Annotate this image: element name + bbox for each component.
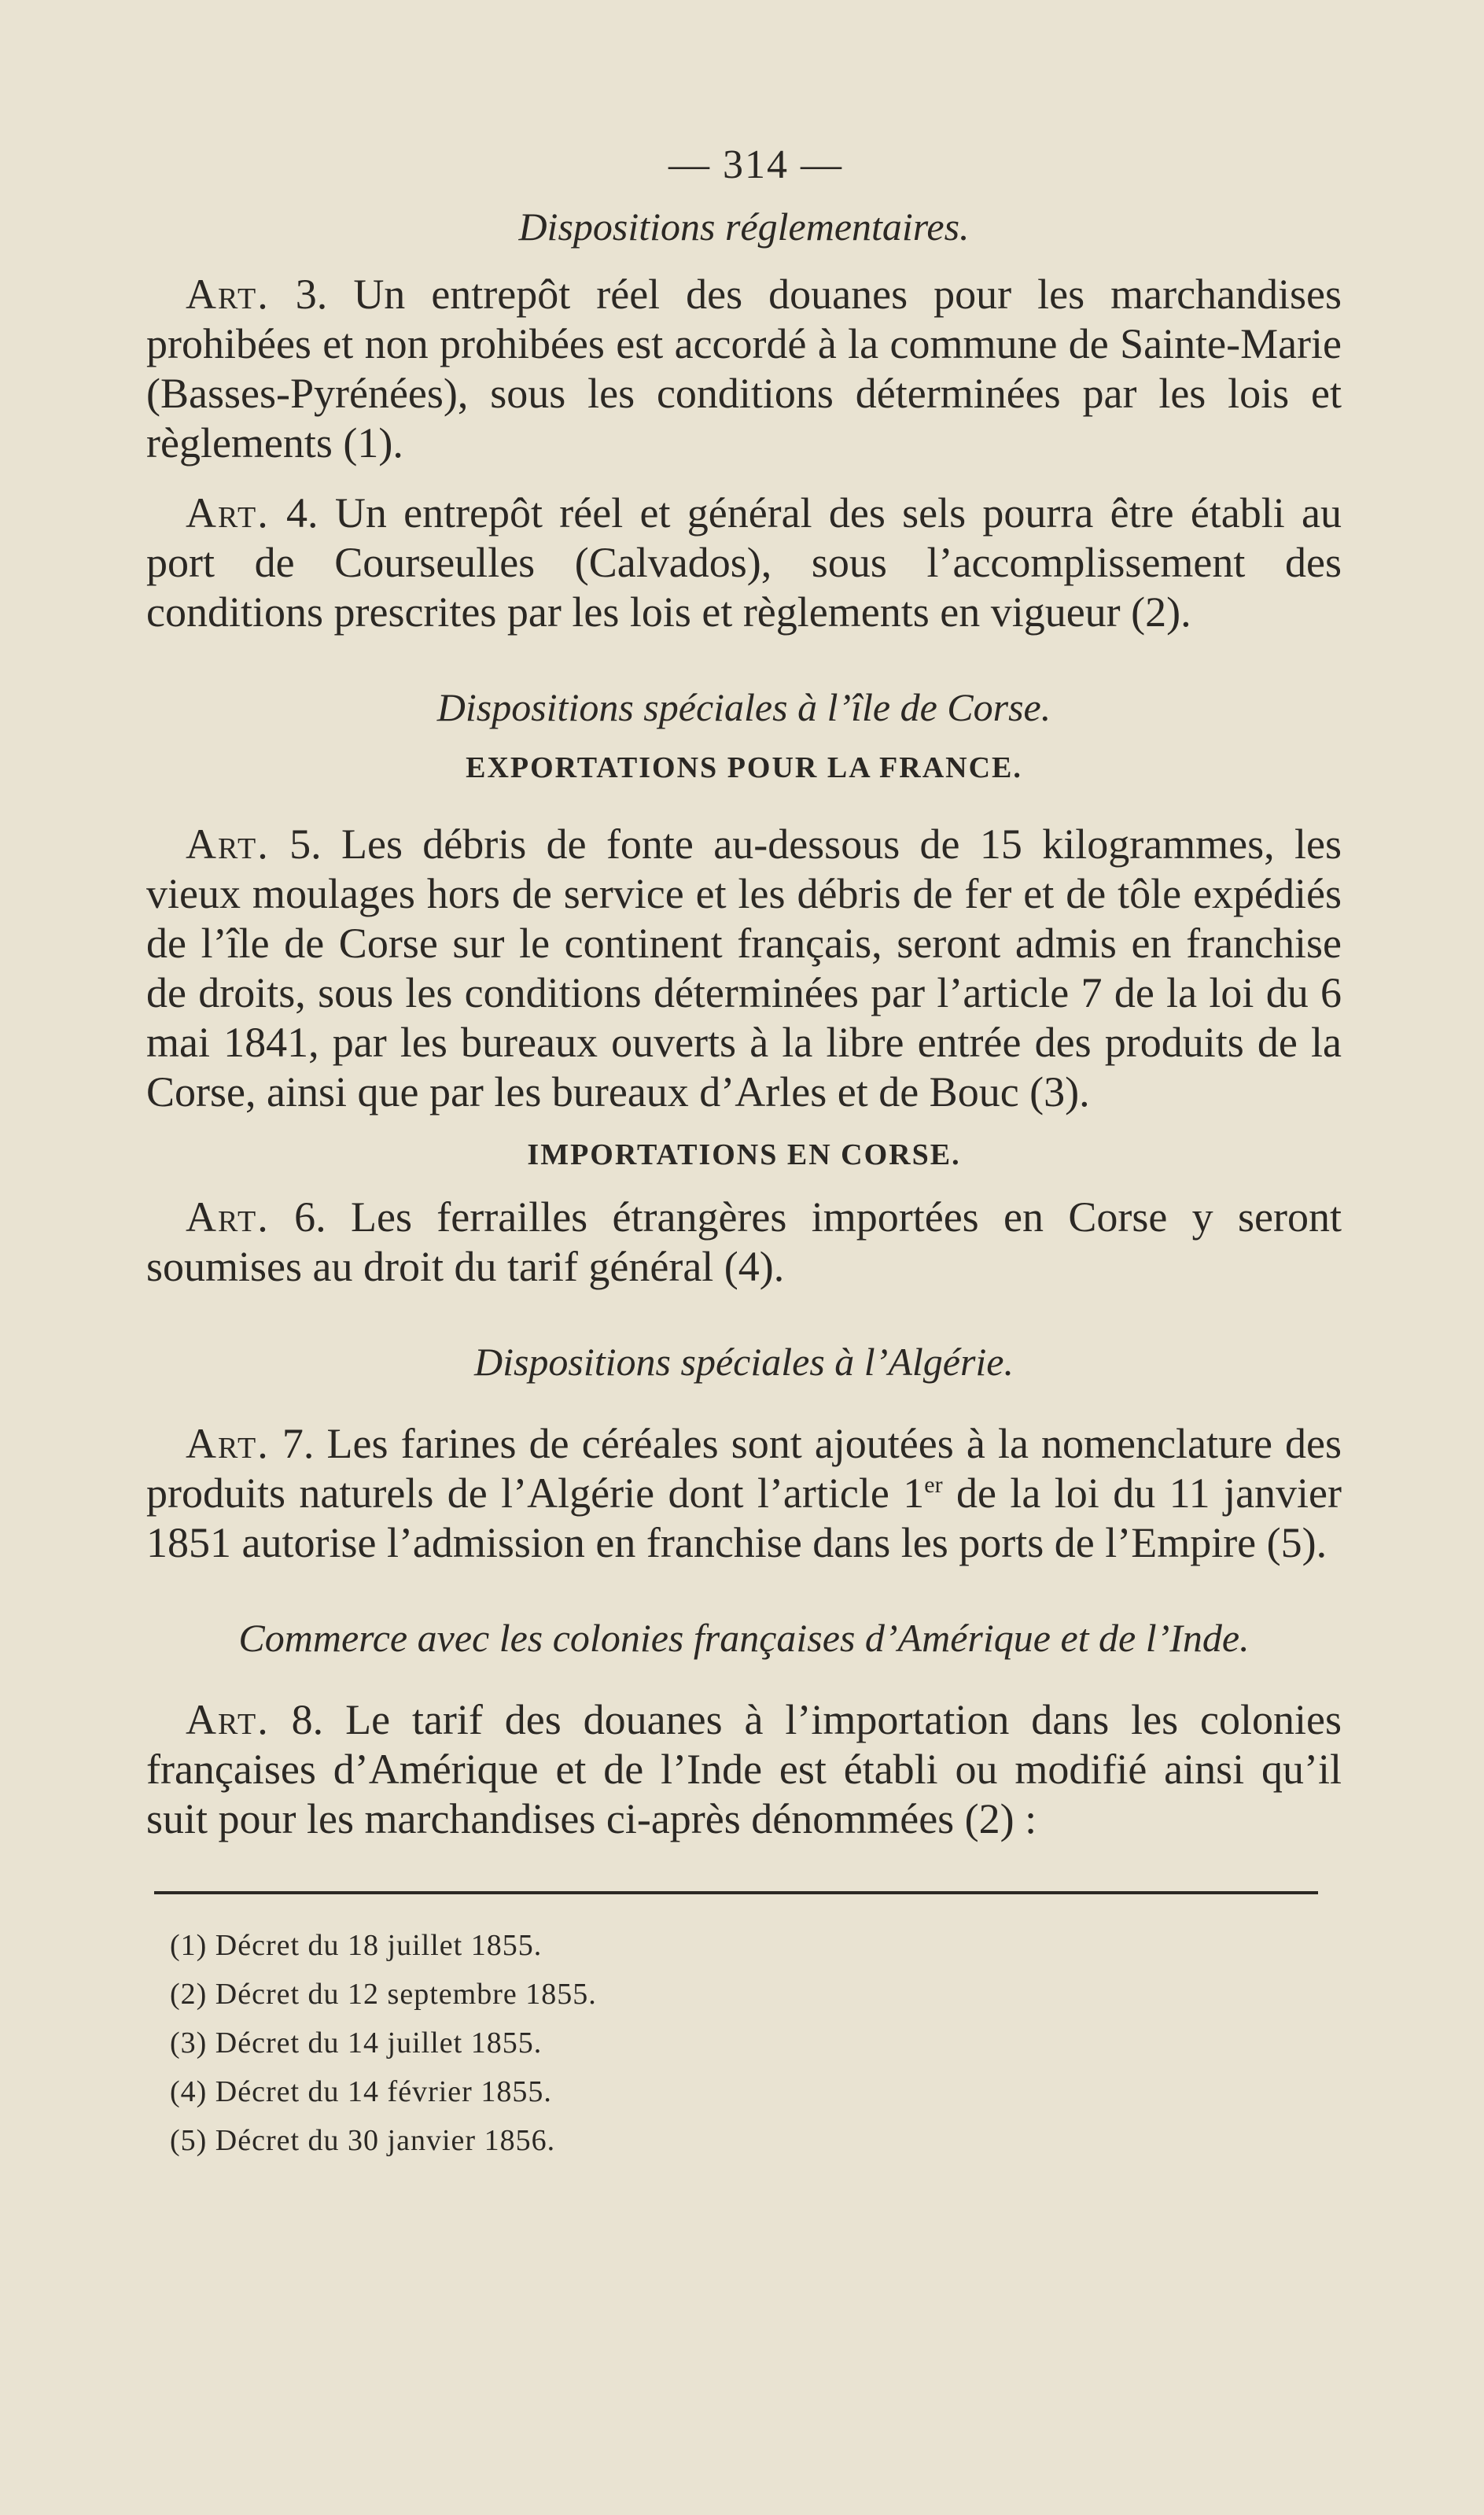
article-5 bbox=[146, 820, 1342, 1117]
article-6 bbox=[146, 1193, 1342, 1292]
article-label: Art. bbox=[186, 821, 270, 868]
heading-dispositions-reglementaires: Dispositions réglementaires. bbox=[518, 205, 970, 249]
superscript-er: er bbox=[924, 1472, 943, 1498]
article-number: 6. bbox=[269, 1193, 351, 1241]
page-number: — 314 — bbox=[668, 142, 843, 187]
heading-commerce-colonies: Commerce avec les colonies françaises d’Amérique et de l’Inde. bbox=[238, 1616, 1250, 1660]
footnote-rule bbox=[154, 1891, 1318, 1894]
article-label: Art. bbox=[186, 489, 270, 537]
text-block bbox=[146, 142, 1342, 2165]
footnotes bbox=[146, 1921, 1342, 2165]
article-number: 8. bbox=[269, 1696, 346, 1743]
heading-dispositions-corse: Dispositions spéciales à l’île de Corse. bbox=[436, 685, 1051, 729]
article-7 bbox=[146, 1419, 1342, 1568]
article-text: Un entrepôt réel des douanes pour les marchandises prohibées et non prohibées est accordé à la commune de Sainte-Marie (Basses-Pyrénées), sous les conditions déterminées par les lois et règlements (1). bbox=[146, 271, 1342, 466]
article-text: Les débris de fonte au-dessous de 15 kilogrammes, les vieux moulages hors de service et les débris de fer et de tôle expédiés de l’île de Corse sur le continent français, seront admis en franchise de droits, sous les conditions déterminées par l’article 7 de la loi du 6 mai 1841, par les bureaux ouverts à la libre entrée des produits de la Corse, ainsi que par les bureaux d’Arles et de Bouc (3). bbox=[146, 821, 1342, 1116]
article-number: 3. bbox=[269, 271, 354, 318]
article-number: 7. bbox=[269, 1420, 327, 1467]
article-text-before: Les farines de céréales sont ajoutées à la nomenclature des produits naturels de l’Algérie dont l’article 1 bbox=[146, 1420, 1342, 1517]
heading-importations: IMPORTATIONS EN CORSE. bbox=[527, 1138, 961, 1171]
heading-dispositions-algerie: Dispositions spéciales à l’Algérie. bbox=[473, 1340, 1014, 1384]
footnote-1: (1) Décret du 18 juillet 1855. bbox=[170, 1929, 543, 1962]
article-8 bbox=[146, 1695, 1342, 1844]
heading-exportations: EXPORTATIONS POUR LA FRANCE. bbox=[466, 751, 1022, 784]
article-text: Un entrepôt réel et général des sels pourra être établi au port de Courseulles (Calvados), sous l’accomplissement des conditions prescrites par les lois et règlements en vigueur (2). bbox=[146, 489, 1342, 636]
article-3 bbox=[146, 270, 1342, 468]
article-number: 5. bbox=[269, 821, 341, 868]
article-label: Art. bbox=[186, 271, 270, 318]
article-text: Les ferrailles étrangères importées en Corse y seront soumises au droit du tarif général (4). bbox=[146, 1193, 1342, 1290]
article-label: Art. bbox=[186, 1696, 270, 1743]
article-4 bbox=[146, 489, 1342, 637]
article-number: 4. bbox=[269, 489, 335, 537]
footnote-3: (3) Décret du 14 juillet 1855. bbox=[170, 2026, 543, 2060]
article-label: Art. bbox=[186, 1420, 270, 1467]
article-text-after: de la loi du 11 janvier 1851 autorise l’admission en franchise dans les ports de l’Empire (5). bbox=[146, 1470, 1342, 1566]
footnote-2: (2) Décret du 12 septembre 1855. bbox=[170, 1978, 597, 2011]
footnote-5: (5) Décret du 30 janvier 1856. bbox=[170, 2124, 556, 2157]
article-text: Le tarif des douanes à l’importation dans les colonies françaises d’Amérique et de l’Inde est établi ou modifié ainsi qu’il suit pour les marchandises ci-après dénommées (2) : bbox=[146, 1696, 1342, 1842]
article-label: Art. bbox=[186, 1193, 270, 1241]
footnote-4: (4) Décret du 14 février 1855. bbox=[170, 2075, 552, 2108]
